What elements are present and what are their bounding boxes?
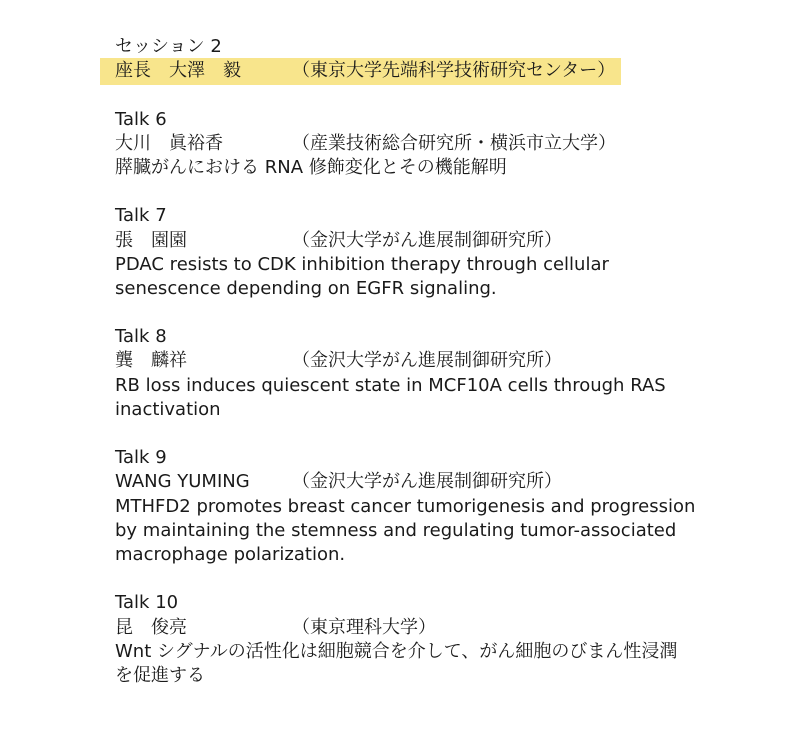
spacer xyxy=(115,301,755,325)
talk-title-line: senescence depending on EGFR signaling. xyxy=(115,277,497,299)
talk-entry xyxy=(115,325,755,422)
talk-affiliation: （金沢大学がん進展制御研究所） xyxy=(292,229,562,251)
talk-entry xyxy=(115,591,755,688)
talk-label: Talk 10 xyxy=(115,592,179,614)
talk-speaker: 大川 眞裕香 xyxy=(115,132,223,154)
talk-label: Talk 6 xyxy=(115,108,167,130)
talk-speaker-line xyxy=(115,229,755,253)
talk-affiliation: （金沢大学がん進展制御研究所） xyxy=(292,350,562,372)
session-title: セッション 2 xyxy=(115,36,222,57)
talk-speaker: WANG YUMING xyxy=(115,471,250,493)
talk-title-line: MTHFD2 promotes breast cancer tumorigenesis and progression xyxy=(115,495,696,517)
talk-title-line: by maintaining the stemness and regulating tumor-associated xyxy=(115,519,677,541)
chair-affiliation: （東京大学先端科学技術研究センター） xyxy=(292,60,616,82)
talk-label: Talk 9 xyxy=(115,447,167,469)
talk-speaker-line xyxy=(115,470,755,494)
talk-speaker-line xyxy=(115,349,755,373)
talk-entry xyxy=(115,446,755,567)
talk-affiliation: （東京理科大学） xyxy=(292,616,436,638)
talk-entry xyxy=(115,108,755,181)
talk-label: Talk 7 xyxy=(115,205,167,227)
session-chair xyxy=(115,59,755,83)
spacer xyxy=(115,422,755,446)
talk-title-line: inactivation xyxy=(115,398,221,420)
talk-speaker-line xyxy=(115,616,755,640)
talk-speaker: 昆 俊亮 xyxy=(115,616,187,638)
chair-name: 座長 大澤 毅 xyxy=(115,60,241,82)
talk-title-line: 膵臓がんにおける RNA 修飾変化とその機能解明 xyxy=(115,156,507,178)
talk-entry xyxy=(115,204,755,301)
talk-speaker: 龔 麟祥 xyxy=(115,350,187,372)
talk-title-line: Wnt シグナルの活性化は細胞競合を介して、がん細胞のびまん性浸潤 xyxy=(115,640,678,662)
talk-title-line: macrophage polarization. xyxy=(115,543,346,565)
talk-affiliation: （産業技術総合研究所・横浜市立大学） xyxy=(292,132,616,154)
talk-title-line: を促進する xyxy=(115,664,205,686)
talk-speaker-line xyxy=(115,132,755,156)
talk-affiliation: （金沢大学がん進展制御研究所） xyxy=(292,471,562,493)
spacer xyxy=(115,567,755,591)
talk-label: Talk 8 xyxy=(115,326,167,348)
spacer xyxy=(115,83,755,107)
program-document xyxy=(115,35,755,688)
spacer xyxy=(115,180,755,204)
talk-speaker: 張 園園 xyxy=(115,229,187,251)
talk-title-line: RB loss induces quiescent state in MCF10A cells through RAS xyxy=(115,374,666,396)
talk-title-line: PDAC resists to CDK inhibition therapy through cellular xyxy=(115,253,609,275)
